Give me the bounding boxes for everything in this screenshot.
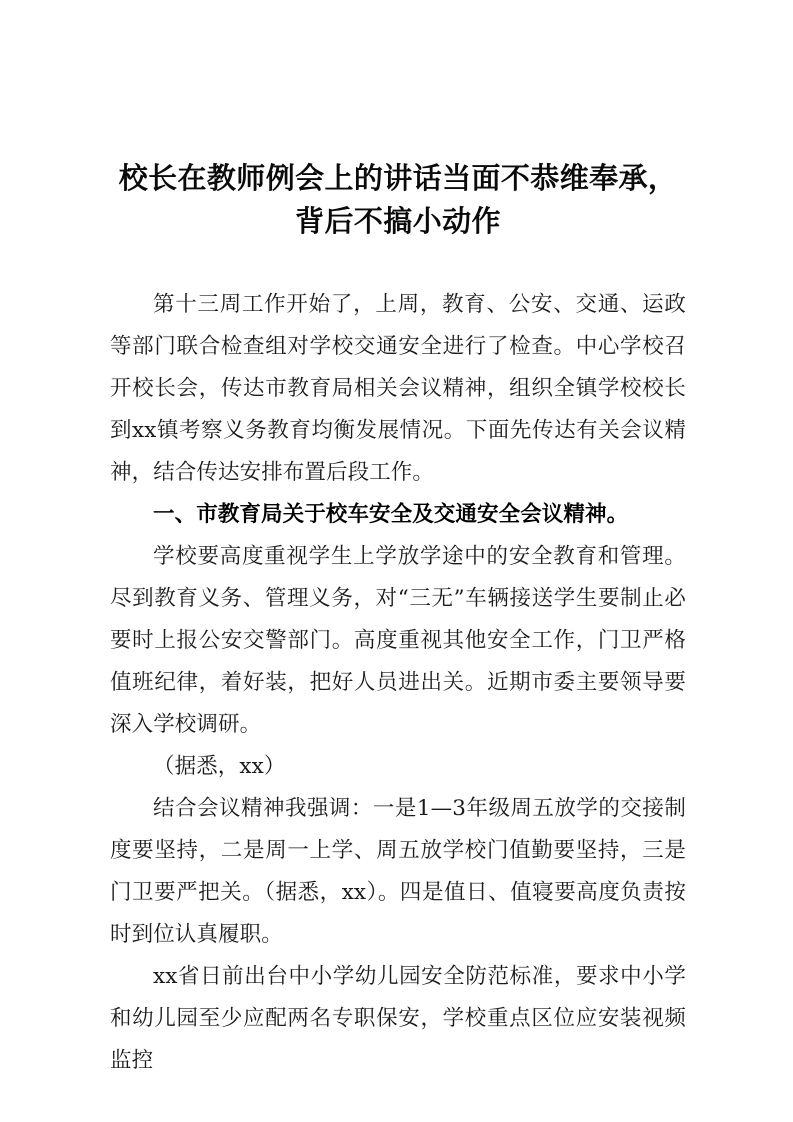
paragraph-4: 结合会议精神我强调：一是1—3年级周五放学的交接制度要坚持，二是周一上学、周五放学校门值勤要坚持，三是门卫要严把关。（据悉，xx）。四是值日、值寝要高度负责按时到位认真履职。	[110, 796, 686, 947]
section-heading-1: 一、市教育局关于校车安全及交通安全会议精神。	[153, 502, 629, 527]
paragraph-2: 学校要高度重视学生上学放学途中的安全教育和管理。尽到教育义务、管理义务，对“三无”车辆接送学生要制止必要时上报公安交警部门。高度重视其他安全工作，门卫严格值班纪律，着好装，把好人员进出关。近期市委主要领导要深入学校调研。	[110, 544, 686, 737]
paragraph-5: xx省日前出台中小学幼儿园安全防范标准，要求中小学和幼儿园至少应配两名专职保安，学校重点区位应安装视频监控	[110, 964, 686, 1073]
paragraph-1: 第十三周工作开始了，上周，教育、公安、交通、运政等部门联合检查组对学校交通安全进行了检查。中心学校召开校长会，传达市教育局相关会议精神，组织全镇学校校长到xx镇考察义务教育均衡发展情况。下面先传达有关会议精神，结合传达安排布置后段工作。	[110, 292, 686, 485]
document-text-column	[110, 0, 686, 1082]
document-body	[110, 284, 686, 1082]
paragraph-3-source-note: （据悉，xx）	[153, 754, 286, 779]
page-title: 校长在教师例会上的讲话当面不恭维奉承，背后不搞小动作	[118, 161, 678, 238]
